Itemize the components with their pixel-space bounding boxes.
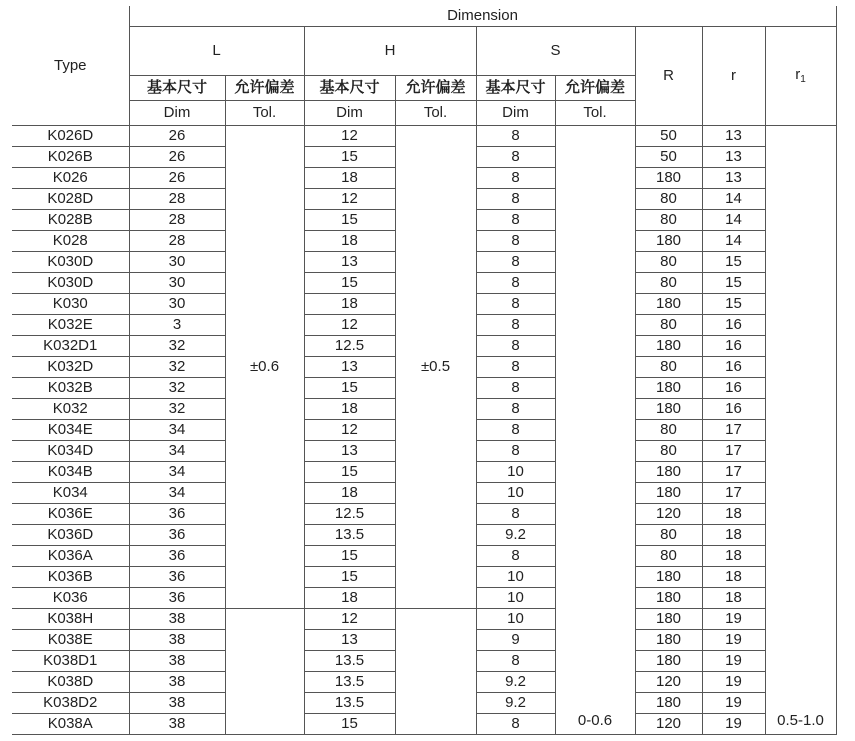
h-dim-cell: 12 [304, 314, 395, 335]
s-dim-cell: 8 [476, 272, 555, 293]
s-dim-cell: 8 [476, 419, 555, 440]
big-r-cell: 80 [635, 524, 702, 545]
type-cell: K038D1 [12, 650, 129, 671]
h-tolerance-header: 允许偏差 [395, 75, 476, 100]
s-dim-cell: 10 [476, 482, 555, 503]
small-r-cell: 18 [702, 503, 765, 524]
big-r-cell: 80 [635, 419, 702, 440]
type-cell: K032 [12, 398, 129, 419]
big-r-cell: 180 [635, 566, 702, 587]
h-dim-cell: 15 [304, 545, 395, 566]
s-dim-cell: 8 [476, 314, 555, 335]
h-dim-cell: 12 [304, 419, 395, 440]
l-dim-cell: 34 [129, 461, 225, 482]
l-dim-cell: 38 [129, 713, 225, 734]
big-r-cell: 50 [635, 125, 702, 146]
h-dim-cell: 15 [304, 377, 395, 398]
h-dim-cell: 15 [304, 566, 395, 587]
s-dim-cell: 9.2 [476, 671, 555, 692]
small-r-cell: 14 [702, 209, 765, 230]
s-dim-cell: 10 [476, 461, 555, 482]
type-cell: K038A [12, 713, 129, 734]
small-r-cell: 18 [702, 587, 765, 608]
h-dim-cell: 13 [304, 440, 395, 461]
r1-subscript: 1 [800, 73, 806, 85]
type-cell: K026 [12, 167, 129, 188]
table-body [12, 125, 836, 734]
s-dim-cell: 8 [476, 503, 555, 524]
h-dim-cell: 13 [304, 251, 395, 272]
h-dim-cell: 18 [304, 167, 395, 188]
s-dim-cell: 8 [476, 251, 555, 272]
s-dim-cell: 10 [476, 566, 555, 587]
small-r-cell: 17 [702, 461, 765, 482]
l-tolerance-cell: ±0.6 [225, 125, 304, 608]
l-dim-cell: 32 [129, 356, 225, 377]
type-cell: K032B [12, 377, 129, 398]
l-dim-cell: 3 [129, 314, 225, 335]
small-r-cell: 18 [702, 524, 765, 545]
s-dim-cell: 8 [476, 545, 555, 566]
l-dim-cell: 26 [129, 125, 225, 146]
s-dim-cell: 8 [476, 398, 555, 419]
small-r-cell: 13 [702, 125, 765, 146]
r1-header [765, 26, 836, 125]
small-r-cell: 18 [702, 545, 765, 566]
h-dim-cell: 18 [304, 587, 395, 608]
s-tolerance-cell: 0-0.6 [555, 125, 635, 734]
h-dim-cell: 18 [304, 230, 395, 251]
h-dim-cell: 13 [304, 356, 395, 377]
big-r-cell: 180 [635, 692, 702, 713]
big-r-cell: 80 [635, 272, 702, 293]
l-dim-cell: 36 [129, 524, 225, 545]
small-r-cell: 16 [702, 335, 765, 356]
s-tolerance-header: 允许偏差 [555, 75, 635, 100]
h-dim-cell: 15 [304, 209, 395, 230]
s-dim-cell: 8 [476, 209, 555, 230]
small-r-cell: 16 [702, 377, 765, 398]
table-row [12, 608, 836, 629]
s-dim-cell: 9.2 [476, 524, 555, 545]
l-dim-cell: 36 [129, 566, 225, 587]
h-dim-cell: 13.5 [304, 650, 395, 671]
type-cell: K032D [12, 356, 129, 377]
type-cell: K032D1 [12, 335, 129, 356]
h-tol-header: Tol. [395, 100, 476, 125]
type-cell: K036E [12, 503, 129, 524]
type-cell: K030D [12, 272, 129, 293]
h-dim-cell: 12 [304, 188, 395, 209]
s-dim-cell: 9.2 [476, 692, 555, 713]
type-cell: K034D [12, 440, 129, 461]
h-dim-cell: 12 [304, 608, 395, 629]
l-dim-cell: 36 [129, 587, 225, 608]
small-r-cell: 13 [702, 167, 765, 188]
l-dim-cell: 38 [129, 629, 225, 650]
big-r-cell: 180 [635, 650, 702, 671]
small-r-cell: 16 [702, 398, 765, 419]
big-r-cell: 180 [635, 587, 702, 608]
h-dim-cell: 18 [304, 482, 395, 503]
l-dim-cell: 38 [129, 650, 225, 671]
big-r-cell: 180 [635, 230, 702, 251]
small-r-cell: 15 [702, 293, 765, 314]
type-cell: K032E [12, 314, 129, 335]
small-r-cell: 16 [702, 314, 765, 335]
type-cell: K030 [12, 293, 129, 314]
big-r-cell: 80 [635, 209, 702, 230]
l-dim-cell: 34 [129, 482, 225, 503]
s-dim-cell: 10 [476, 608, 555, 629]
l-header: L [129, 26, 304, 75]
type-cell: K028D [12, 188, 129, 209]
s-dim-cell: 8 [476, 440, 555, 461]
type-cell: K036 [12, 587, 129, 608]
h-dim-cell: 12.5 [304, 335, 395, 356]
small-r-cell: 19 [702, 629, 765, 650]
h-dim-cell: 15 [304, 461, 395, 482]
small-r-cell: 16 [702, 356, 765, 377]
big-r-cell: 80 [635, 188, 702, 209]
l-tolerance-header: 允许偏差 [225, 75, 304, 100]
type-cell: K034B [12, 461, 129, 482]
big-r-cell: 180 [635, 377, 702, 398]
h-tolerance-cell: ±0.5 [395, 125, 476, 608]
r1-base: r [795, 65, 801, 83]
h-dim-cell: 13.5 [304, 692, 395, 713]
s-dim-header: Dim [476, 100, 555, 125]
big-r-cell: 180 [635, 608, 702, 629]
l-dim-cell: 38 [129, 692, 225, 713]
l-tol-header: Tol. [225, 100, 304, 125]
h-dim-header: Dim [304, 100, 395, 125]
big-r-cell: 180 [635, 482, 702, 503]
type-cell: K026D [12, 125, 129, 146]
type-cell: K036A [12, 545, 129, 566]
small-r-cell: 19 [702, 671, 765, 692]
l-dim-cell: 26 [129, 146, 225, 167]
small-r-cell: 19 [702, 692, 765, 713]
s-header: S [476, 26, 635, 75]
h-dim-cell: 12.5 [304, 503, 395, 524]
big-r-cell: 180 [635, 629, 702, 650]
type-cell: K038D2 [12, 692, 129, 713]
l-dim-cell: 38 [129, 671, 225, 692]
small-r-cell: 14 [702, 230, 765, 251]
big-r-cell: 180 [635, 398, 702, 419]
small-r-cell: 18 [702, 566, 765, 587]
h-header: H [304, 26, 476, 75]
big-r-cell: 180 [635, 461, 702, 482]
big-r-cell: 120 [635, 503, 702, 524]
s-dim-cell: 8 [476, 188, 555, 209]
l-dim-cell: 32 [129, 398, 225, 419]
l-dim-cell: 30 [129, 251, 225, 272]
l-dim-cell: 32 [129, 335, 225, 356]
s-dim-cell: 8 [476, 230, 555, 251]
small-r-cell: 15 [702, 251, 765, 272]
l-tolerance-cell-2 [225, 608, 304, 734]
s-dim-cell: 8 [476, 356, 555, 377]
type-cell: K026B [12, 146, 129, 167]
big-r-cell: 180 [635, 335, 702, 356]
s-basic-size-header: 基本尺寸 [476, 75, 555, 100]
type-cell: K038E [12, 629, 129, 650]
h-dim-cell: 15 [304, 272, 395, 293]
s-dim-cell: 9 [476, 629, 555, 650]
type-cell: K036B [12, 566, 129, 587]
l-dim-cell: 36 [129, 503, 225, 524]
small-r-cell: 19 [702, 650, 765, 671]
s-dim-cell: 8 [476, 713, 555, 734]
type-header: Type [12, 6, 129, 125]
h-dim-cell: 13.5 [304, 671, 395, 692]
big-r-cell: 80 [635, 251, 702, 272]
h-dim-cell: 13 [304, 629, 395, 650]
big-r-header: R [635, 26, 702, 125]
l-dim-cell: 36 [129, 545, 225, 566]
type-cell: K028B [12, 209, 129, 230]
l-dim-cell: 30 [129, 272, 225, 293]
h-dim-cell: 15 [304, 146, 395, 167]
l-dim-cell: 28 [129, 209, 225, 230]
big-r-cell: 80 [635, 356, 702, 377]
small-r-cell: 19 [702, 608, 765, 629]
s-dim-cell: 10 [476, 587, 555, 608]
type-cell: K038D [12, 671, 129, 692]
s-dim-cell: 8 [476, 125, 555, 146]
l-basic-size-header: 基本尺寸 [129, 75, 225, 100]
s-dim-cell: 8 [476, 650, 555, 671]
dimension-table [12, 6, 837, 735]
r1-tolerance-cell: 0.5-1.0 [765, 125, 836, 734]
small-r-cell: 15 [702, 272, 765, 293]
small-r-cell: 17 [702, 482, 765, 503]
s-tol-header: Tol. [555, 100, 635, 125]
big-r-cell: 120 [635, 671, 702, 692]
big-r-cell: 120 [635, 713, 702, 734]
type-cell: K034E [12, 419, 129, 440]
big-r-cell: 50 [635, 146, 702, 167]
l-dim-header: Dim [129, 100, 225, 125]
big-r-cell: 80 [635, 545, 702, 566]
h-tolerance-cell-2 [395, 608, 476, 734]
l-dim-cell: 28 [129, 230, 225, 251]
l-dim-cell: 32 [129, 377, 225, 398]
big-r-cell: 180 [635, 293, 702, 314]
l-dim-cell: 30 [129, 293, 225, 314]
type-cell: K036D [12, 524, 129, 545]
s-dim-cell: 8 [476, 293, 555, 314]
big-r-cell: 80 [635, 440, 702, 461]
big-r-cell: 180 [635, 167, 702, 188]
small-r-cell: 17 [702, 419, 765, 440]
dimension-header: Dimension [129, 6, 836, 26]
h-dim-cell: 15 [304, 713, 395, 734]
s-dim-cell: 8 [476, 167, 555, 188]
small-r-cell: 13 [702, 146, 765, 167]
h-basic-size-header: 基本尺寸 [304, 75, 395, 100]
h-dim-cell: 18 [304, 293, 395, 314]
s-dim-cell: 8 [476, 335, 555, 356]
small-r-header: r [702, 26, 765, 125]
type-cell: K028 [12, 230, 129, 251]
type-cell: K034 [12, 482, 129, 503]
l-dim-cell: 34 [129, 419, 225, 440]
h-dim-cell: 12 [304, 125, 395, 146]
s-dim-cell: 8 [476, 377, 555, 398]
small-r-cell: 14 [702, 188, 765, 209]
small-r-cell: 19 [702, 713, 765, 734]
big-r-cell: 80 [635, 314, 702, 335]
h-dim-cell: 18 [304, 398, 395, 419]
table-row [12, 125, 836, 146]
s-dim-cell: 8 [476, 146, 555, 167]
small-r-cell: 17 [702, 440, 765, 461]
type-cell: K030D [12, 251, 129, 272]
l-dim-cell: 26 [129, 167, 225, 188]
h-dim-cell: 13.5 [304, 524, 395, 545]
type-cell: K038H [12, 608, 129, 629]
l-dim-cell: 38 [129, 608, 225, 629]
l-dim-cell: 34 [129, 440, 225, 461]
l-dim-cell: 28 [129, 188, 225, 209]
